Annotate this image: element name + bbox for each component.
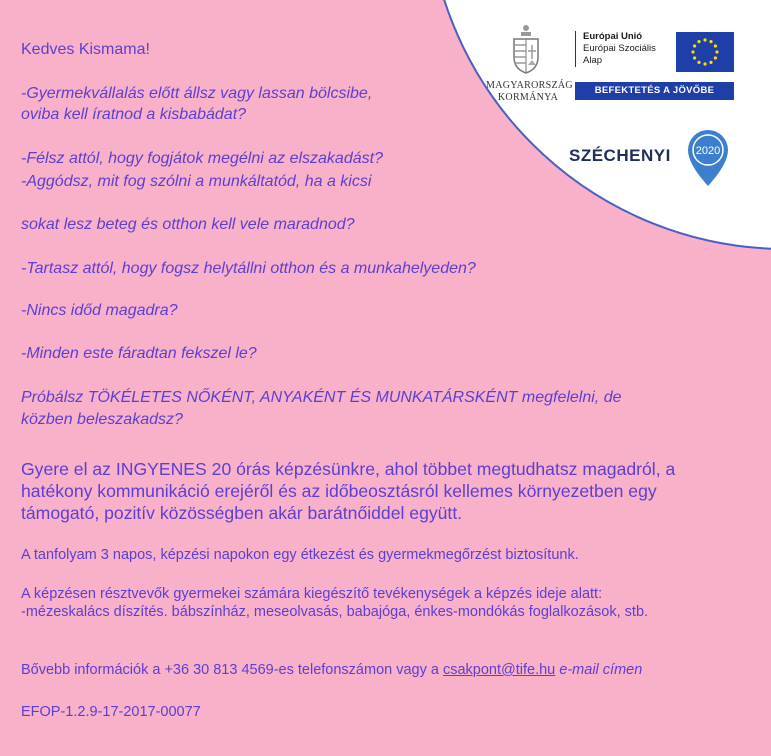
email-link[interactable]: csakpont@tife.hu bbox=[442, 662, 556, 678]
government-logo-text bbox=[486, 80, 573, 104]
gov-line-1: MAGYARORSZÁG bbox=[486, 80, 573, 91]
question-line: közben beleszakadsz? bbox=[21, 411, 183, 428]
question-line: sokat lesz beteg és otthon kell vele maradnod? bbox=[21, 216, 355, 233]
invest-banner: BEFEKTETÉS A JÖVŐBE bbox=[575, 82, 734, 100]
contact-suffix: e-mail címen bbox=[555, 662, 643, 678]
question-line: Próbálsz TÖKÉLETES NŐKÉNT, ANYAKÉNT ÉS MUNKATÁRSKÉNT megfelelni, de bbox=[21, 389, 622, 406]
question-line: -Nincs időd magadra? bbox=[21, 302, 178, 319]
invite-line: támogató, pozitív közösségben akár barátnőiddel együtt. bbox=[21, 503, 463, 523]
eu-flag-icon bbox=[676, 32, 734, 72]
hungary-coat-of-arms-icon bbox=[509, 23, 543, 75]
activities-line: -mézeskalács díszítés. bábszínház, meseolvasás, babajóga, énkes-mondókás foglalkozások, stb. bbox=[21, 604, 649, 620]
invite-line: hatékony kommunikáció erejéről és az időbeosztásról kellemes környezetben egy bbox=[21, 481, 657, 501]
szechenyi-year: 2020 bbox=[695, 145, 721, 157]
eu-line-1: Európai Unió bbox=[583, 31, 643, 42]
szechenyi-2020-pin-icon bbox=[686, 128, 730, 188]
course-info: A tanfolyam 3 napos, képzési napokon egy étkezést és gyermekmegőrzést biztosítunk. bbox=[21, 547, 579, 563]
eu-line-3: Alap bbox=[583, 55, 603, 66]
question-line: -Minden este fáradtan fekszel le? bbox=[21, 345, 257, 362]
greeting: Kedves Kismama! bbox=[21, 41, 150, 58]
contact-prefix: Bővebb információk a +36 30 813 4569-es telefonszámon vagy a bbox=[21, 662, 443, 678]
contact-line bbox=[21, 661, 642, 680]
activities-line: A képzésen résztvevők gyermekei számára kiegészítő tevékenységek a képzés ideje alatt: bbox=[21, 586, 603, 602]
invite-line: Gyere el az INGYENES 20 órás képzésünkre, ahol többet megtudhatsz magadról, a bbox=[21, 459, 676, 479]
eu-logo-text bbox=[575, 31, 656, 67]
question-line: oviba kell íratnod a kisbabádat? bbox=[21, 106, 247, 123]
question-line: -Félsz attól, hogy fogjátok megélni az elszakadást? bbox=[21, 150, 383, 167]
question-line: -Gyermekvállalás előtt állsz vagy lassan bölcsibe, bbox=[21, 85, 373, 102]
szechenyi-logo-text: SZÉCHENYI bbox=[569, 146, 671, 165]
question-line: -Tartasz attól, hogy fogsz helytállni otthon és a munkahelyeden? bbox=[21, 260, 476, 277]
eu-line-2: Európai Szociális bbox=[583, 43, 656, 54]
gov-line-2: KORMÁNYA bbox=[497, 92, 559, 103]
project-code: EFOP-1.2.9-17-2017-00077 bbox=[21, 704, 201, 720]
question-line: -Aggódsz, mit fog szólni a munkáltatód, ha a kicsi bbox=[21, 173, 372, 190]
